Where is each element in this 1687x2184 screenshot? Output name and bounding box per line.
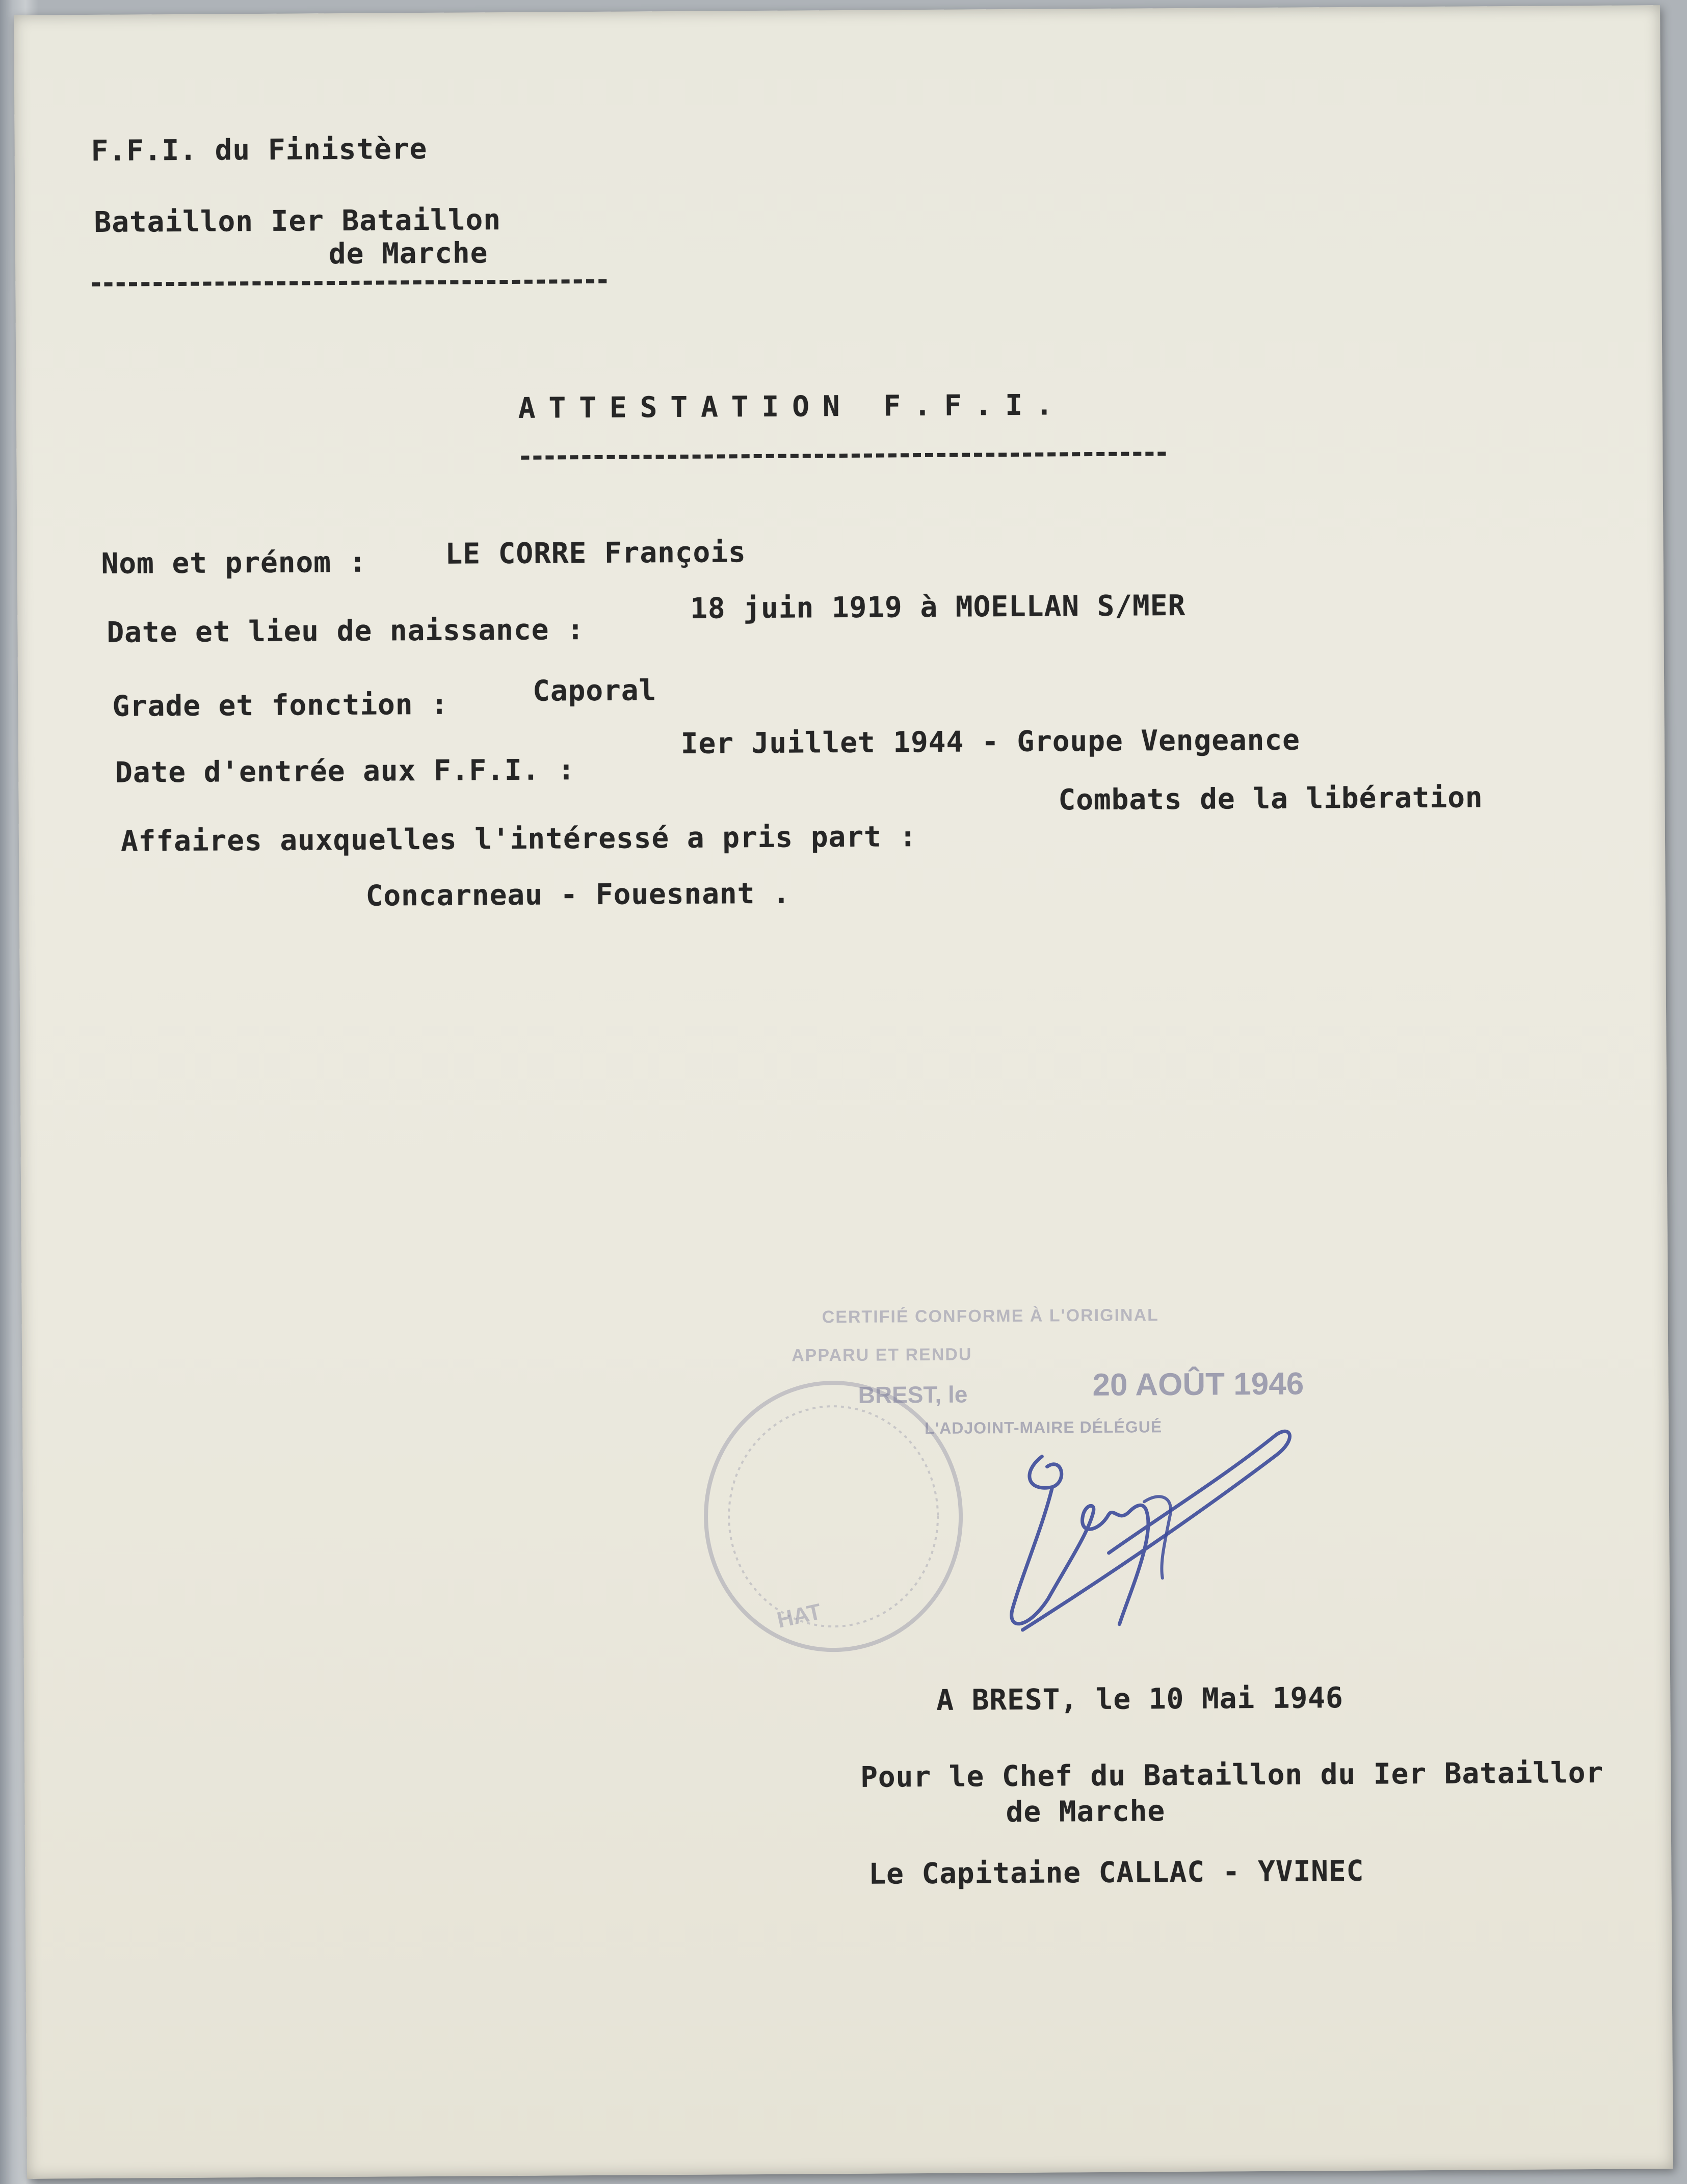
document-title: ATTESTATION F.F.I.: [518, 388, 1066, 425]
name-label: Nom et prénom :: [101, 545, 367, 581]
stamp-line-1: CERTIFIÉ CONFORME À L'ORIGINAL: [822, 1305, 1159, 1327]
entry-value: Ier Juillet 1944 - Groupe Vengeance: [680, 723, 1301, 760]
title-rule: [521, 452, 1166, 460]
signatory: Le Capitaine CALLAC - YVINEC: [868, 1854, 1364, 1891]
header-rule: [92, 279, 607, 286]
birth-value: 18 juin 1919 à MOELLAN S/MER: [690, 589, 1186, 625]
place-date: A BREST, le 10 Mai 1946: [936, 1681, 1343, 1717]
rank-label: Grade et fonction :: [112, 688, 449, 723]
round-seal: [695, 1370, 971, 1657]
affairs-value-1: Combats de la libération: [1058, 781, 1483, 817]
handwritten-signature: [991, 1424, 1308, 1640]
stamp-line-3: BREST, le: [858, 1381, 968, 1408]
stamp-line-4: L'ADJOINT-MAIRE DÉLÉGUÉ: [924, 1417, 1163, 1438]
stamp-date: 20 AOÛT 1946: [1092, 1366, 1304, 1403]
entry-label: Date d'entrée aux F.F.I. :: [115, 753, 575, 790]
org-line: F.F.I. du Finistère: [91, 132, 428, 168]
birth-label: Date et lieu de naissance :: [107, 613, 585, 649]
rank-value: Caporal: [532, 674, 657, 708]
document-sheet: [14, 5, 1673, 2179]
for-line-1: Pour le Chef du Bataillon du Ier Bataillor: [860, 1756, 1604, 1794]
stamp-line-2: APPARU ET RENDU: [792, 1345, 972, 1365]
unit-line-1: Bataillon Ier Bataillon: [94, 203, 502, 239]
for-line-2: de Marche: [1006, 1795, 1166, 1829]
name-value: LE CORRE François: [445, 536, 746, 571]
unit-line-2: de Marche: [328, 236, 488, 271]
affairs-value-2: Concarneau - Fouesnant .: [365, 877, 790, 913]
seal-text: HAT: [774, 1599, 824, 1633]
affairs-label: Affaires auxquelles l'intéressé a pris part :: [120, 820, 917, 858]
